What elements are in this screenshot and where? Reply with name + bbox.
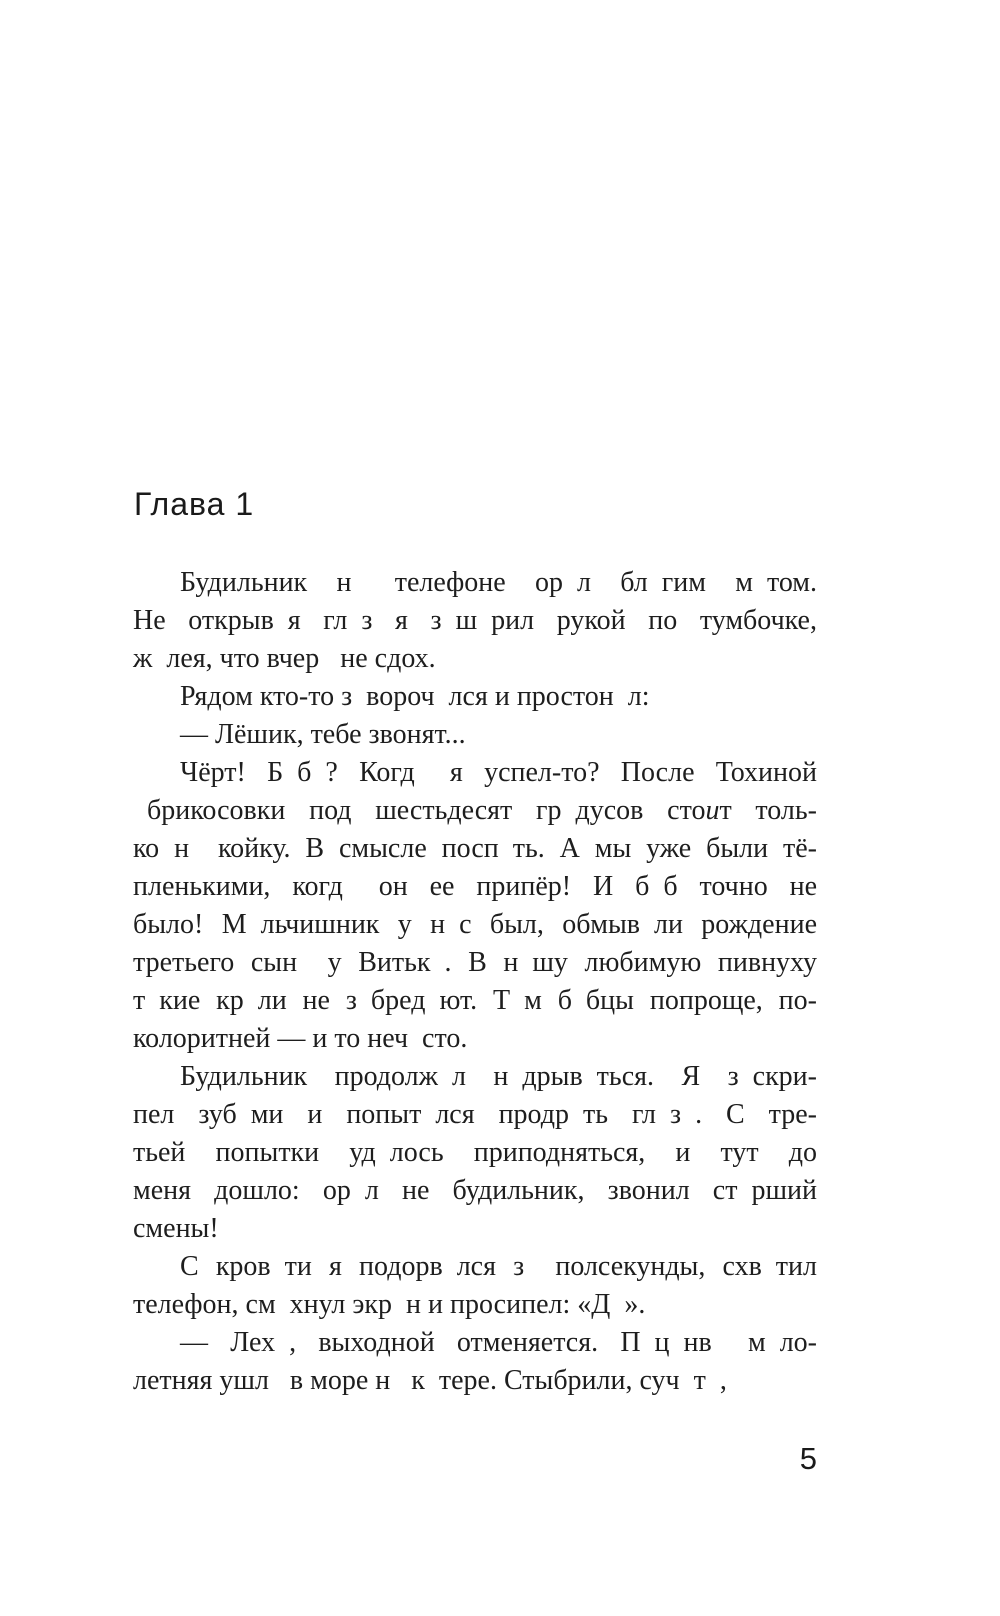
paragraph	[133, 1248, 817, 1324]
paragraph	[133, 564, 817, 678]
text-line	[133, 564, 817, 602]
text-segment: т кие кр ли не з бред ют. Т м б бцы попроще, по-	[133, 985, 817, 1016]
text-line	[133, 602, 817, 640]
text-line	[133, 1172, 817, 1210]
text-segment: было! М льчишник у н с был, обмыв ли рождение	[133, 909, 817, 940]
text-segment: — Лех , выходной отменяется. П ц нв м ло-	[180, 1327, 817, 1358]
text-line	[133, 1096, 817, 1134]
text-line	[133, 830, 817, 868]
text-line	[133, 868, 817, 906]
text-segment: Рядом кто-то з вороч лся и простон л:	[180, 681, 650, 712]
text-line	[133, 716, 817, 754]
text-segment: Будильник н телефоне ор л бл гим м том.	[180, 567, 817, 598]
text-segment: третьего сын у Витьк . В н шу любимую пивнуху	[133, 947, 817, 978]
text-segment: и	[705, 795, 720, 826]
text-line	[133, 1210, 817, 1248]
text-line	[133, 792, 817, 830]
text-segment: ко н койку. В смысле посп ть. А мы уже были тё-	[133, 833, 817, 864]
page-number: 5	[799, 1441, 817, 1476]
text-line	[133, 906, 817, 944]
text-segment: летняя ушл в море н к тере. Стыбрили, суч т ,	[133, 1365, 727, 1396]
text-segment: брикосовки под шестьдесят гр дусов сто	[133, 795, 706, 826]
paragraph	[133, 1324, 817, 1400]
text-line	[133, 982, 817, 1020]
text-segment: Чёрт! Б б ? Когд я успел-то? После Тохиной	[180, 757, 817, 788]
text-line	[133, 1248, 817, 1286]
text-segment: пленькими, когд он ее припёр! И б б точно не	[133, 871, 817, 902]
text-line	[133, 1362, 817, 1400]
text-segment: смены!	[133, 1213, 219, 1244]
paragraph	[133, 716, 817, 754]
text-line	[133, 1324, 817, 1362]
text-segment: тьей попытки уд лось приподняться, и тут до	[133, 1137, 817, 1168]
text-segment: т толь-	[719, 795, 817, 826]
text-line	[133, 640, 817, 678]
text-segment: телефон, см хнул экр н и просипел: «Д ».	[133, 1289, 646, 1320]
text-segment: — Лёшик, тебе звонят...	[180, 719, 466, 750]
text-segment: меня дошло: ор л не будильник, звонил ст рший	[133, 1175, 817, 1206]
text-segment: пел зуб ми и попыт лся продр ть гл з . С тре-	[133, 1099, 817, 1130]
text-line	[133, 1058, 817, 1096]
text-line	[133, 678, 817, 716]
text-segment: Будильник продолж л н дрыв ться. Я з скри-	[180, 1061, 817, 1092]
paragraph	[133, 754, 817, 1058]
text-line	[133, 944, 817, 982]
text-segment: Не открыв я гл з я з ш рил рукой по тумбочке,	[133, 605, 817, 636]
text-line	[133, 1134, 817, 1172]
text-segment: С кров ти я подорв лся з полсекунды, схв тил	[180, 1251, 817, 1282]
text-line	[133, 754, 817, 792]
chapter-heading: Глава 1	[134, 486, 255, 522]
paragraph	[133, 678, 817, 716]
paragraph	[133, 1058, 817, 1248]
text-segment: колоритней — и то неч сто.	[133, 1023, 468, 1054]
text-segment: ж лея, что вчер не сдох.	[133, 643, 436, 674]
body-text	[133, 564, 817, 1400]
text-line	[133, 1286, 817, 1324]
text-line	[133, 1020, 817, 1058]
